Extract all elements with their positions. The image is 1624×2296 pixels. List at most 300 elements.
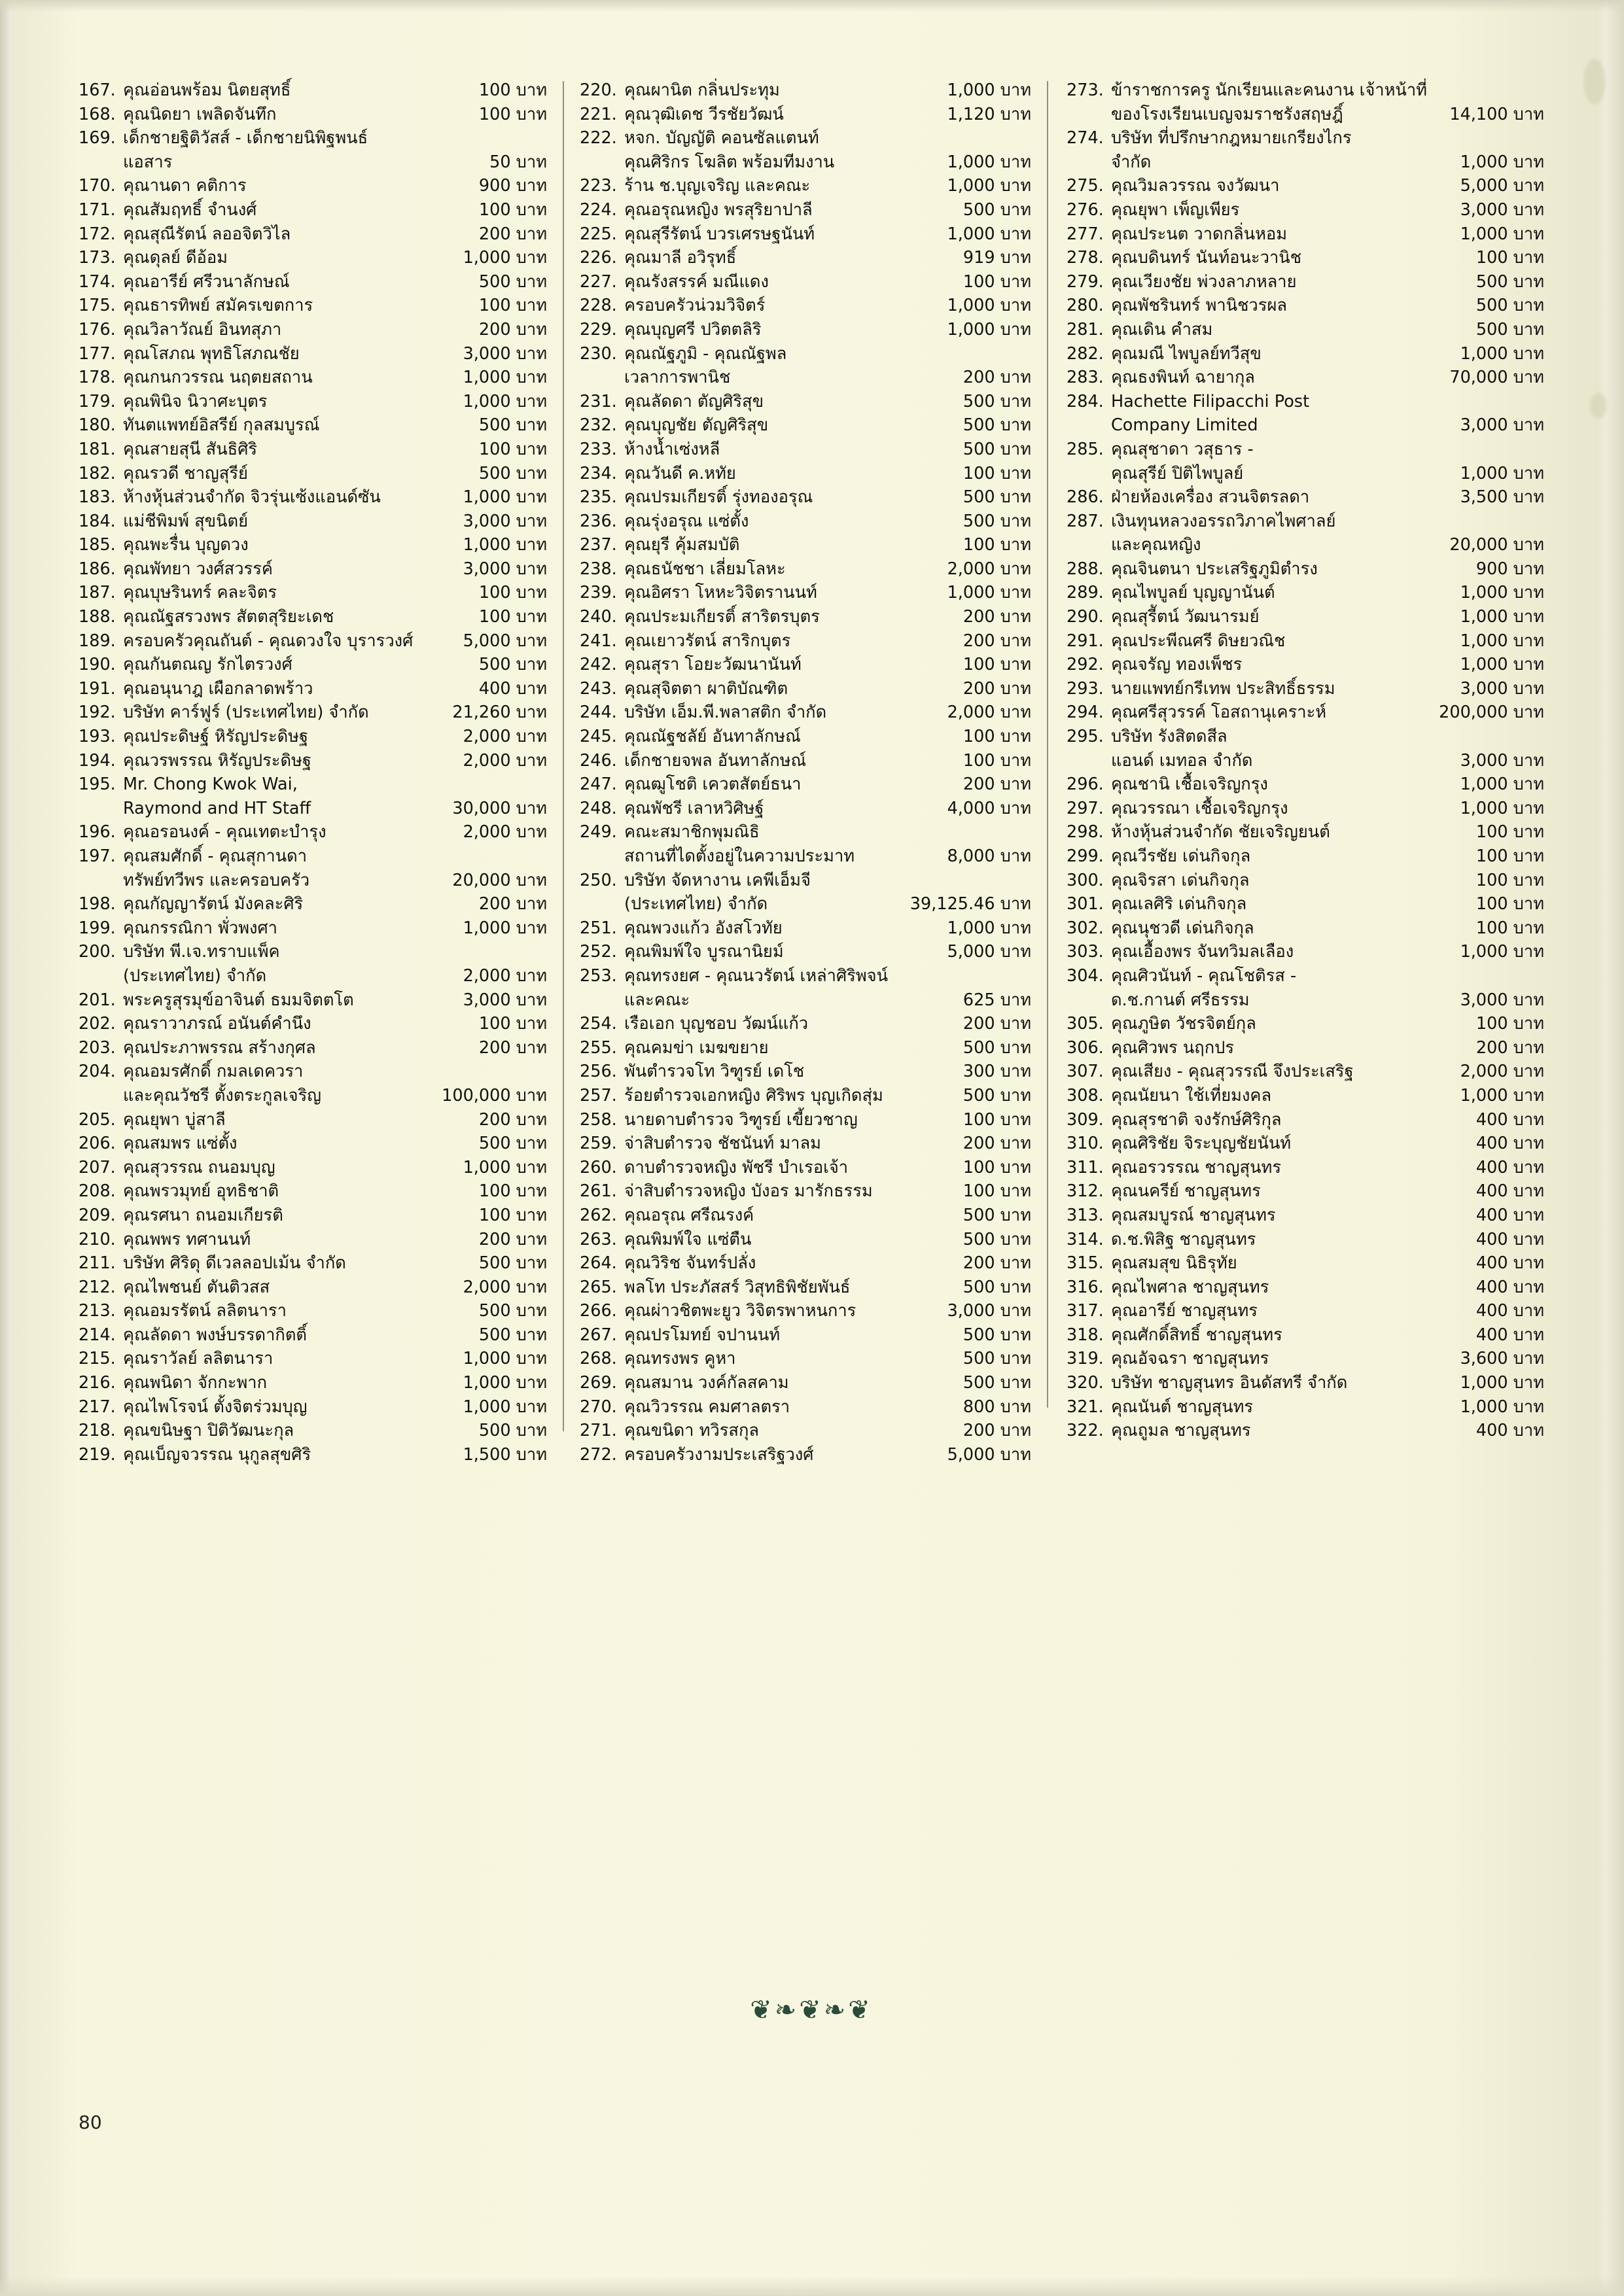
donor-name-continued: ของโรงเรียนเบญจมราชรังสฤษฎิ์ (1111, 104, 1343, 124)
scan-artifact (1583, 59, 1606, 105)
donor-entry-body (624, 820, 1031, 868)
donor-name-continued: เวลาการพานิช (624, 368, 731, 388)
donor-number: 270. (580, 1397, 617, 1417)
donor-entry (580, 725, 1031, 749)
donation-amount: 300 บาท (962, 1062, 1031, 1082)
donation-amount: 500 บาท (478, 655, 547, 675)
donor-name: หจก. บัญญัติ คอนซัลแตนท์ (624, 128, 819, 148)
donor-name: ห้างหุ้นส่วนจำกัด จิวรุ่นเซ้งแอนด์ซัน (123, 487, 381, 508)
donor-number: 322. (1067, 1421, 1104, 1441)
donor-entry-body (1111, 892, 1544, 916)
donor-number: 300. (1067, 870, 1104, 890)
donation-amount: 1,000 บาท (1460, 463, 1544, 483)
donor-entry (1067, 246, 1544, 270)
donor-name: คุณณัฐสรวงพร สัตตสุริยะเดช (123, 607, 334, 627)
donor-entry (580, 1251, 1031, 1276)
donor-entry (580, 629, 1031, 653)
donor-number: 205. (79, 1109, 116, 1130)
donor-entry-body (123, 533, 547, 557)
donor-name: คุณกรรณิกา พั่วพงศา (123, 918, 277, 938)
donor-number: 319. (1067, 1349, 1104, 1369)
donor-number: 303. (1067, 942, 1104, 962)
donor-entry-body (123, 1228, 547, 1252)
donor-number: 175. (79, 296, 116, 316)
donor-name: คุณวันดี ค.หทัย (624, 463, 736, 483)
donor-entry-body (624, 1036, 1031, 1060)
donor-entry (580, 605, 1031, 629)
donor-number: 214. (79, 1325, 116, 1345)
donor-name-continued: Company Limited (1111, 415, 1258, 436)
donor-entry-body (1111, 1204, 1544, 1228)
donor-name: คุณสุชาดา วสุธาร - (1111, 439, 1254, 459)
donor-number: 203. (79, 1037, 116, 1058)
donor-entry-body (1111, 820, 1544, 844)
donor-name: คุณประพีณศรี ดิษยวณิช (1111, 631, 1286, 651)
donor-number: 276. (1067, 200, 1104, 220)
donor-name: คุณบุญศรี ปวิตตลิริ (624, 319, 762, 339)
donor-name: คุณนิดยา เพลิดจันทึก (123, 104, 277, 124)
donor-entry-body (1111, 366, 1544, 390)
donor-number: 264. (580, 1253, 617, 1274)
donor-entry (580, 677, 1031, 701)
donor-entry-body (624, 1012, 1031, 1036)
donor-entry (580, 557, 1031, 582)
donor-name: คุณพรวมุทย์ อุทธิชาติ (123, 1181, 279, 1202)
donor-name-continued: คุณศิริกร โฆลิต พร้อมทีมงาน (624, 152, 835, 172)
donation-amount: 1,000 บาท (463, 1373, 547, 1393)
donor-number: 237. (580, 535, 617, 555)
donation-amount: 500 บาท (962, 1085, 1031, 1105)
donor-number: 243. (580, 678, 617, 699)
donor-list (79, 78, 1544, 2159)
donor-entry (79, 126, 547, 174)
donation-amount: 3,000 บาท (1460, 750, 1544, 771)
donor-name: นายดาบตำรวจ วิฑูรย์ เขี้ยวชาญ (624, 1109, 858, 1130)
donor-column-1 (79, 78, 563, 1467)
donor-entry-body (123, 581, 547, 605)
donor-entry (79, 677, 547, 701)
donor-entry-body (624, 246, 1031, 270)
donor-entry-body (624, 270, 1031, 294)
donor-entry (79, 1156, 547, 1180)
donor-name: คุณยุพา บู่สาลี (123, 1109, 226, 1130)
donor-name: คุณอารีย์ ชาญสุนทร (1111, 1301, 1258, 1321)
donor-entry (1067, 797, 1544, 821)
donor-entry (580, 126, 1031, 174)
donor-name: คุณฒูโชติ เควตสัตย์ธนา (624, 774, 802, 795)
donor-name: ห้างหุ้นส่วนจำกัด ชัยเจริญยนต์ (1111, 822, 1330, 843)
donor-entry (79, 1347, 547, 1371)
donation-amount: 500 บาท (478, 1134, 547, 1154)
donor-number: 183. (79, 487, 116, 508)
donor-entry-body (1111, 1251, 1544, 1276)
donor-entry (79, 988, 547, 1013)
donation-amount: 1,000 บาท (947, 583, 1031, 603)
donor-entry-body (624, 1060, 1031, 1084)
donor-number: 277. (1067, 224, 1104, 244)
donor-number: 245. (580, 727, 617, 747)
donation-amount: 1,500 บาท (463, 1444, 547, 1465)
donor-entry (79, 749, 547, 773)
donor-name: คุณปรโมทย์ จปานนท์ (624, 1325, 781, 1345)
donor-name: คุณพิมพ์ใจ แซ่ตืน (624, 1229, 752, 1249)
donor-name: คุณเลศิริ เด่นกิจกุล (1111, 894, 1247, 914)
donation-amount: 100 บาท (478, 439, 547, 459)
donor-number: 259. (580, 1134, 617, 1154)
donor-entry (580, 1179, 1031, 1204)
donor-name: เรือเอก บุญชอบ วัฒน์แก้ว (624, 1014, 809, 1034)
donation-amount: 1,000 บาท (463, 1349, 547, 1369)
donor-number: 273. (1067, 80, 1104, 100)
donor-entry (1067, 485, 1544, 510)
donor-number: 229. (580, 319, 617, 339)
donor-entry (580, 940, 1031, 964)
donor-entry (79, 820, 547, 844)
donor-entry (580, 510, 1031, 534)
donation-amount: 50 บาท (489, 152, 547, 172)
donation-amount: 1,000 บาท (463, 487, 547, 508)
donor-entry-body (123, 1323, 547, 1348)
donor-name: คุณอารีย์ ศรีวนาลักษณ์ (123, 271, 290, 292)
donor-number: 213. (79, 1301, 116, 1321)
donor-entry (580, 413, 1031, 438)
donation-amount: 1,000 บาท (947, 296, 1031, 316)
donation-amount: 200,000 บาท (1439, 703, 1544, 723)
donor-entry-body (123, 916, 547, 941)
donor-number: 244. (580, 703, 617, 723)
donor-name: คุณผานิต กลิ่นประทุม (624, 80, 780, 100)
donor-name: คุณถูมล ชาญสุนทร (1111, 1421, 1251, 1441)
donor-number: 258. (580, 1109, 617, 1130)
donor-entry (1067, 1156, 1544, 1180)
donor-entry (580, 438, 1031, 462)
donor-name: บริษัท รังสิตดสีล (1111, 727, 1227, 747)
donor-name: บริษัท คาร์ฟูร์ (ประเทศไทย) จำกัด (123, 703, 369, 723)
donor-entry (1067, 390, 1544, 438)
donor-entry (79, 222, 547, 247)
donor-name: คุณปรมเกียรติ์ รุ่งทองอรุณ (624, 487, 813, 508)
donor-name: จ่าสิบตำรวจหญิง บังอร มารักธรรม (624, 1181, 873, 1202)
donor-entry (580, 294, 1031, 318)
donor-name: คุณเวียงชัย พ่วงลาภหลาย (1111, 271, 1297, 292)
donor-entry-body (624, 1156, 1031, 1180)
donor-entry (1067, 1179, 1544, 1204)
donation-amount: 100,000 บาท (442, 1085, 547, 1105)
donor-entry-body (123, 438, 547, 462)
donor-number: 184. (79, 511, 116, 531)
donor-name-continued: และคุณหญิง (1111, 535, 1201, 555)
donor-name: Mr. Chong Kwok Wai, (123, 774, 298, 795)
donor-entry (79, 605, 547, 629)
donor-name: คุณพัทยา วงศ์สวรรค์ (123, 559, 273, 579)
donor-number: 257. (580, 1085, 617, 1105)
donor-name: คุณศิริชัย จิระบุญชัยนันท์ (1111, 1134, 1292, 1154)
donor-number: 185. (79, 535, 116, 555)
donation-amount: 400 บาท (1475, 1134, 1544, 1154)
donation-amount: 100 บาท (962, 1181, 1031, 1202)
donor-entry-body (624, 222, 1031, 247)
donor-entry (580, 1204, 1031, 1228)
donor-number: 260. (580, 1157, 617, 1177)
donor-entry-body (624, 318, 1031, 342)
donor-entry-body (624, 438, 1031, 462)
donor-entry-body (123, 749, 547, 773)
donor-entry-body (123, 1156, 547, 1180)
donation-amount: 1,000 บาท (947, 319, 1031, 339)
donor-entry (580, 581, 1031, 605)
donor-entry (580, 318, 1031, 342)
page-edge-right (1598, 0, 1624, 2296)
donor-name: คุณมาลี อวิรุทธิ์ (624, 248, 737, 268)
donor-entry (580, 1371, 1031, 1395)
donor-number: 309. (1067, 1109, 1104, 1130)
donor-name: คุณวุฒิเดช วีรชัยวัฒน์ (624, 104, 784, 124)
donor-entry (1067, 1060, 1544, 1084)
donation-amount: 100 บาท (1475, 870, 1544, 890)
donor-number: 170. (79, 176, 116, 196)
donor-name: คุณลัดดา ตัญศิริสุข (624, 391, 764, 411)
donor-entry-body (624, 1443, 1031, 1467)
donor-entry (79, 246, 547, 270)
donor-number: 173. (79, 248, 116, 268)
donor-entry (1067, 844, 1544, 869)
scan-artifact (1590, 392, 1607, 419)
donor-number: 190. (79, 655, 116, 675)
donor-name: คุณสุรา โอยะวัฒนานันท์ (624, 655, 802, 675)
donor-name: พลโท ประภัสสร์ วิสุทธิพิชัยพันธ์ (624, 1277, 851, 1297)
donor-entry-body (1111, 1084, 1544, 1108)
donor-number: 222. (580, 128, 617, 148)
donor-entry (79, 1251, 547, 1276)
donor-number: 289. (1067, 583, 1104, 603)
donor-number: 297. (1067, 798, 1104, 818)
donor-name: บริษัท ที่ปรึกษากฎหมายเกรียงไกร (1111, 128, 1352, 148)
donor-name: คุณสุณีรัตน์ ลออจิตวิไล (123, 224, 291, 244)
donor-entry-body (1111, 964, 1544, 1012)
donor-name: คุณโสภณ พุทธิโสภณชัย (123, 343, 300, 364)
donor-name: คุณสุวรรณ ถนอมบุญ (123, 1157, 275, 1177)
donor-column-2 (563, 78, 1047, 1467)
donation-amount: 100 บาท (478, 80, 547, 100)
donor-name: คุณอรอนงค์ - คุณเทตะบำรุง (123, 822, 327, 843)
donor-entry-body (624, 1132, 1031, 1156)
donor-number: 316. (1067, 1277, 1104, 1297)
donation-amount: 100 บาท (1475, 846, 1544, 866)
donation-amount: 1,000 บาท (1460, 224, 1544, 244)
donor-entry (79, 342, 547, 366)
donor-entry-body (123, 485, 547, 510)
donor-entry-body (624, 103, 1031, 127)
donor-entry-body (624, 1084, 1031, 1108)
donation-amount: 30,000 บาท (452, 798, 547, 818)
donation-amount: 100 บาท (962, 1109, 1031, 1130)
donor-entry (79, 510, 547, 534)
donation-amount: 1,000 บาท (463, 368, 547, 388)
donor-name: คุณสมบูรณ์ ชาญสุนทร (1111, 1205, 1276, 1225)
donation-amount: 1,000 บาท (1460, 1085, 1544, 1105)
donation-amount: 5,000 บาท (463, 631, 547, 651)
donor-number: 282. (1067, 343, 1104, 364)
donor-number: 317. (1067, 1301, 1104, 1321)
donor-entry-body (624, 749, 1031, 773)
donor-entry-body (1111, 198, 1544, 222)
donation-amount: 100 บาท (962, 271, 1031, 292)
donor-entry (580, 1012, 1031, 1036)
donor-entry-body (1111, 1012, 1544, 1036)
donation-amount: 2,000 บาท (947, 703, 1031, 723)
donor-entry (1067, 78, 1544, 126)
donor-entry-body (123, 820, 547, 844)
donor-number: 250. (580, 870, 617, 890)
donor-number: 279. (1067, 271, 1104, 292)
donor-entry (580, 1443, 1031, 1467)
donor-entry-body (123, 1371, 547, 1395)
donor-name-continued: และคุณวัชรี ตั้งตระกูลเจริญ (123, 1085, 322, 1105)
donor-entry (1067, 318, 1544, 342)
donor-entry (1067, 1036, 1544, 1060)
donor-entry (1067, 1323, 1544, 1348)
donor-entry (79, 390, 547, 414)
donor-number: 223. (580, 176, 617, 196)
donor-name: คุณสุรีัตน์ วัฒนารมย์ (1111, 607, 1260, 627)
donation-amount: 1,000 บาท (1460, 583, 1544, 603)
donor-entry-body (1111, 1228, 1544, 1252)
donor-number: 221. (580, 104, 617, 124)
donor-entry-body (1111, 773, 1544, 797)
donor-number: 248. (580, 798, 617, 818)
donor-name: คุณวิมลวรรณ จงวัฒนา (1111, 176, 1280, 196)
donor-entry (580, 1060, 1031, 1084)
donor-entry (580, 1419, 1031, 1443)
donor-entry (580, 1228, 1031, 1252)
donor-entry-body (1111, 701, 1544, 725)
donor-entry-body (1111, 1036, 1544, 1060)
donor-name: พระครูสุรมุข์อาจินต์ ธมมจิตตโต (123, 990, 354, 1010)
donor-number: 240. (580, 607, 617, 627)
donor-entry-body (123, 222, 547, 247)
donor-number: 321. (1067, 1397, 1104, 1417)
donor-entry (1067, 581, 1544, 605)
donor-entry-body (624, 725, 1031, 749)
donor-name: คุณศิวนันท์ - คุณโชติรส - (1111, 965, 1297, 986)
donation-amount: 200 บาท (962, 1421, 1031, 1441)
donor-entry-body (624, 1371, 1031, 1395)
donor-number: 252. (580, 942, 617, 962)
donation-amount: 500 บาท (478, 1253, 547, 1274)
donor-number: 186. (79, 559, 116, 579)
donor-name: คุณมณี ไพบูลย์ทวีสุข (1111, 343, 1262, 364)
donor-name: คุณสมพร แซ่ตั้ง (123, 1134, 238, 1154)
donor-name: คุณประภาพรรณ สร้างกุศล (123, 1037, 316, 1058)
donor-name: คุณธนัชชา เลี่ยมโลหะ (624, 559, 786, 579)
donor-number: 192. (79, 703, 116, 723)
donor-number: 290. (1067, 607, 1104, 627)
donor-name: ครอบครัวคุณถันต์ - คุณดวงใจ บุรารวงศ์ (123, 631, 414, 651)
donor-name: คุณรังสรรค์ มณีแดง (624, 271, 769, 292)
donor-number: 266. (580, 1301, 617, 1321)
donor-entry-body (624, 462, 1031, 486)
donor-number: 227. (580, 271, 617, 292)
donor-entry-body (624, 773, 1031, 797)
donor-entry-body (123, 510, 547, 534)
donor-entry-body (1111, 557, 1544, 582)
donor-entry-body (123, 605, 547, 629)
donor-number: 291. (1067, 631, 1104, 651)
donor-entry (1067, 629, 1544, 653)
donor-entry-body (123, 126, 547, 174)
donor-entry-body (1111, 725, 1544, 773)
donor-entry-body (123, 653, 547, 677)
donor-entry (1067, 1371, 1544, 1395)
donation-amount: 3,000 บาท (1460, 990, 1544, 1010)
donor-number: 238. (580, 559, 617, 579)
donor-number: 233. (580, 439, 617, 459)
donor-entry (79, 581, 547, 605)
donor-number: 293. (1067, 678, 1104, 699)
donor-entry (79, 1060, 547, 1107)
donation-amount: 500 บาท (962, 487, 1031, 508)
donation-amount: 500 บาท (962, 1229, 1031, 1249)
donation-amount: 500 บาท (1475, 319, 1544, 339)
donor-name: คุณขนิดา ทวิรสกุล (624, 1421, 760, 1441)
donor-entry (1067, 773, 1544, 797)
donor-name: คุณพัชรินทร์ พานิชวรผล (1111, 296, 1288, 316)
donation-amount: 500 บาท (962, 1349, 1031, 1369)
donor-entry (79, 294, 547, 318)
donation-amount: 100 บาท (478, 583, 547, 603)
donor-number: 234. (580, 463, 617, 483)
donor-name: ฝ่ายห้องเครื่อง สวนจิตรลดา (1111, 487, 1310, 508)
donor-entry-body (624, 342, 1031, 390)
donor-name: ห้างน้ำเซ่งหลี (624, 439, 720, 459)
donor-entry-body (1111, 78, 1544, 126)
donor-number: 272. (580, 1444, 617, 1465)
donor-number: 208. (79, 1181, 116, 1202)
donor-entry-body (624, 916, 1031, 941)
donor-number: 211. (79, 1253, 116, 1274)
donor-number: 220. (580, 80, 617, 100)
donor-name: คุณศักดิ์สิทธิ์ ชาญสุนทร (1111, 1325, 1282, 1345)
donor-number: 315. (1067, 1253, 1104, 1274)
donor-number: 254. (580, 1014, 617, 1034)
donation-amount: 1,000 บาท (1460, 152, 1544, 172)
donor-entry-body (1111, 126, 1544, 174)
donor-entry-body (1111, 605, 1544, 629)
donation-amount: 5,000 บาท (947, 1444, 1031, 1465)
donor-entry (79, 318, 547, 342)
donor-name: คุณสมสุข นิธิรุทัย (1111, 1253, 1237, 1274)
donor-name: บริษัท เอ็ม.พี.พลาสติก จำกัด (624, 703, 827, 723)
donor-number: 256. (580, 1062, 617, 1082)
donor-entry (580, 797, 1031, 821)
donation-amount: 200 บาท (962, 368, 1031, 388)
donor-entry (1067, 126, 1544, 174)
donor-name: คุณธงพินท์ ฉายากุล (1111, 368, 1255, 388)
donor-entry (79, 533, 547, 557)
donation-amount: 100 บาท (1475, 894, 1544, 914)
donor-entry-body (1111, 510, 1544, 557)
donor-name: คุณไพบูลย์ บุญญานันต์ (1111, 583, 1275, 603)
donor-number: 294. (1067, 703, 1104, 723)
donation-amount: 400 บาท (1475, 1253, 1544, 1274)
donor-entry (79, 844, 547, 892)
donor-entry (79, 629, 547, 653)
donor-name-continued: แอสาร (123, 152, 173, 172)
donor-entry (580, 653, 1031, 677)
donation-amount: 3,000 บาท (1460, 415, 1544, 436)
donor-name: คุณอมรรัตน์ ลลิตนารา (123, 1301, 287, 1321)
donor-name: คุณอิศรา โหหะวิจิตรานนท์ (624, 583, 817, 603)
